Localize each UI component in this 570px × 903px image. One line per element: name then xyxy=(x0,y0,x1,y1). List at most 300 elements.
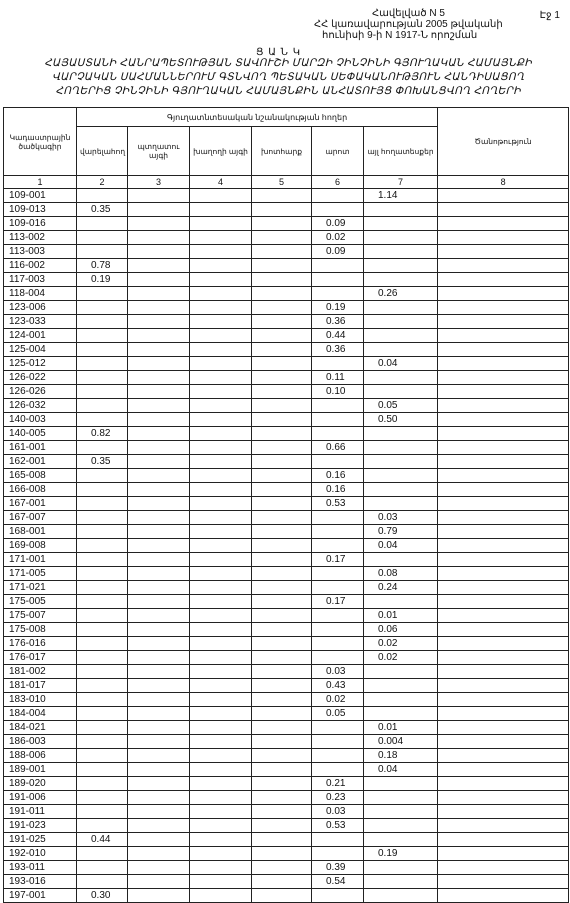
area-cell xyxy=(190,889,252,903)
area-cell: 0.03 xyxy=(312,805,364,819)
table-row xyxy=(4,525,569,539)
area-cell xyxy=(190,791,252,805)
area-cell xyxy=(252,189,312,203)
area-cell xyxy=(438,231,569,245)
area-cell xyxy=(364,707,438,721)
area-cell xyxy=(77,539,128,553)
area-cell xyxy=(438,525,569,539)
area-cell xyxy=(312,539,364,553)
area-cell xyxy=(252,693,312,707)
table-row xyxy=(4,343,569,357)
area-cell xyxy=(128,553,190,567)
table-row xyxy=(4,637,569,651)
cadastral-code-cell: 191-011 xyxy=(4,805,77,819)
area-cell xyxy=(438,889,569,903)
area-cell xyxy=(128,385,190,399)
cadastral-code-cell: 161-001 xyxy=(4,441,77,455)
area-cell xyxy=(77,567,128,581)
table-row xyxy=(4,651,569,665)
area-cell xyxy=(128,427,190,441)
table-row xyxy=(4,679,569,693)
area-cell xyxy=(128,721,190,735)
area-cell xyxy=(312,413,364,427)
area-cell xyxy=(128,441,190,455)
area-cell xyxy=(128,189,190,203)
area-cell xyxy=(252,581,312,595)
area-cell xyxy=(128,245,190,259)
area-cell xyxy=(252,441,312,455)
area-cell xyxy=(438,497,569,511)
area-cell xyxy=(252,413,312,427)
area-cell xyxy=(438,553,569,567)
area-cell xyxy=(252,399,312,413)
area-cell xyxy=(312,623,364,637)
area-cell xyxy=(364,385,438,399)
cadastral-code-cell: 171-021 xyxy=(4,581,77,595)
area-cell xyxy=(438,581,569,595)
area-cell xyxy=(438,469,569,483)
area-cell xyxy=(312,609,364,623)
area-cell xyxy=(438,539,569,553)
area-cell xyxy=(252,343,312,357)
area-cell xyxy=(312,203,364,217)
area-cell xyxy=(77,343,128,357)
area-cell xyxy=(312,287,364,301)
area-cell xyxy=(364,441,438,455)
area-cell xyxy=(190,679,252,693)
area-cell: 0.03 xyxy=(312,665,364,679)
area-cell xyxy=(190,763,252,777)
area-cell xyxy=(77,413,128,427)
cadastral-code-cell: 126-032 xyxy=(4,399,77,413)
area-cell: 0.17 xyxy=(312,553,364,567)
area-cell xyxy=(128,651,190,665)
area-cell xyxy=(128,819,190,833)
cadastral-code-cell: 109-001 xyxy=(4,189,77,203)
cadastral-code-cell: 167-001 xyxy=(4,497,77,511)
area-cell: 0.35 xyxy=(77,455,128,469)
area-cell xyxy=(364,217,438,231)
area-cell: 0.18 xyxy=(364,749,438,763)
area-cell xyxy=(252,245,312,259)
area-cell xyxy=(128,875,190,889)
area-cell xyxy=(252,819,312,833)
area-cell xyxy=(252,889,312,903)
area-cell xyxy=(128,413,190,427)
area-cell: 0.19 xyxy=(77,273,128,287)
cadastral-code-cell: 191-023 xyxy=(4,819,77,833)
area-cell xyxy=(312,511,364,525)
area-cell xyxy=(77,875,128,889)
cadastral-code-cell: 109-013 xyxy=(4,203,77,217)
cadastral-code-cell: 125-012 xyxy=(4,357,77,371)
area-cell xyxy=(128,483,190,497)
area-cell xyxy=(312,721,364,735)
cadastral-code-cell: 140-003 xyxy=(4,413,77,427)
area-cell xyxy=(252,315,312,329)
area-cell xyxy=(77,329,128,343)
heading-line-1: ՀԱՅԱՍՏԱՆԻ ՀԱՆՐԱՊԵՏՈՒԹՅԱՆ ՏԱՎՈՒՇԻ ՄԱՐԶԻ ՉԻՆՉԻՆԻ ԳՅՈՒՂԱԿԱՆ ՀԱՄԱՅՆՔԻ xyxy=(44,57,532,69)
area-cell xyxy=(128,623,190,637)
area-cell xyxy=(252,679,312,693)
page-number: Էջ 1 xyxy=(539,10,560,21)
table-row xyxy=(4,581,569,595)
area-cell xyxy=(252,735,312,749)
area-cell xyxy=(77,189,128,203)
area-cell xyxy=(128,357,190,371)
area-cell xyxy=(312,637,364,651)
area-cell xyxy=(364,483,438,497)
table-row xyxy=(4,539,569,553)
area-cell xyxy=(252,329,312,343)
area-cell xyxy=(77,749,128,763)
cadastral-code-cell: 118-004 xyxy=(4,287,77,301)
area-cell: 0.19 xyxy=(312,301,364,315)
area-cell xyxy=(190,847,252,861)
area-cell: 0.05 xyxy=(312,707,364,721)
table-row xyxy=(4,301,569,315)
area-cell: 0.11 xyxy=(312,371,364,385)
area-cell xyxy=(128,539,190,553)
table-row xyxy=(4,595,569,609)
area-cell xyxy=(364,203,438,217)
table-row xyxy=(4,427,569,441)
area-cell: 0.04 xyxy=(364,763,438,777)
area-cell xyxy=(77,553,128,567)
column-number: 6 xyxy=(312,176,364,189)
area-cell xyxy=(438,189,569,203)
area-cell: 1.14 xyxy=(364,189,438,203)
cadastral-code-cell: 113-003 xyxy=(4,245,77,259)
area-cell xyxy=(190,777,252,791)
area-cell xyxy=(128,833,190,847)
area-cell xyxy=(77,581,128,595)
area-cell xyxy=(128,231,190,245)
area-cell xyxy=(438,721,569,735)
area-cell xyxy=(128,777,190,791)
cadastral-code-cell: 123-033 xyxy=(4,315,77,329)
area-cell xyxy=(252,455,312,469)
area-cell xyxy=(364,595,438,609)
table-row xyxy=(4,735,569,749)
header-vineyard: խաղողի այգի xyxy=(190,127,252,176)
area-cell xyxy=(77,287,128,301)
table-row xyxy=(4,203,569,217)
cadastral-code-cell: 167-007 xyxy=(4,511,77,525)
area-cell xyxy=(190,259,252,273)
column-number: 7 xyxy=(364,176,438,189)
area-cell xyxy=(438,217,569,231)
cadastral-code-cell: 126-026 xyxy=(4,385,77,399)
area-cell xyxy=(438,609,569,623)
area-cell xyxy=(252,637,312,651)
area-cell xyxy=(364,315,438,329)
cadastral-code-cell: 168-001 xyxy=(4,525,77,539)
table-row xyxy=(4,231,569,245)
area-cell xyxy=(438,833,569,847)
area-cell: 0.44 xyxy=(77,833,128,847)
area-cell xyxy=(128,315,190,329)
area-cell xyxy=(252,525,312,539)
cadastral-code-cell: 175-008 xyxy=(4,623,77,637)
cadastral-code-cell: 165-008 xyxy=(4,469,77,483)
area-cell xyxy=(252,273,312,287)
table-row xyxy=(4,707,569,721)
area-cell xyxy=(364,875,438,889)
area-cell xyxy=(364,665,438,679)
area-cell xyxy=(438,777,569,791)
area-cell xyxy=(438,511,569,525)
area-cell: 0.50 xyxy=(364,413,438,427)
area-cell xyxy=(128,455,190,469)
area-cell xyxy=(128,791,190,805)
header-arable: վարելահող xyxy=(77,127,128,176)
table-row xyxy=(4,287,569,301)
area-cell xyxy=(364,455,438,469)
area-cell xyxy=(190,805,252,819)
area-cell xyxy=(364,371,438,385)
area-cell xyxy=(252,623,312,637)
area-cell xyxy=(128,861,190,875)
table-row xyxy=(4,665,569,679)
table-row xyxy=(4,777,569,791)
area-cell xyxy=(252,777,312,791)
area-cell xyxy=(252,301,312,315)
cadastral-code-cell: 171-005 xyxy=(4,567,77,581)
area-cell xyxy=(438,805,569,819)
area-cell xyxy=(190,735,252,749)
area-cell xyxy=(312,525,364,539)
area-cell xyxy=(364,497,438,511)
area-cell xyxy=(364,245,438,259)
cadastral-code-cell: 171-001 xyxy=(4,553,77,567)
table-row xyxy=(4,329,569,343)
area-cell: 0.54 xyxy=(312,875,364,889)
area-cell xyxy=(190,357,252,371)
area-cell xyxy=(190,875,252,889)
column-number: 1 xyxy=(4,176,77,189)
area-cell: 0.23 xyxy=(312,791,364,805)
area-cell xyxy=(77,623,128,637)
area-cell xyxy=(128,581,190,595)
area-cell: 0.43 xyxy=(312,679,364,693)
table-row xyxy=(4,441,569,455)
cadastral-code-cell: 191-006 xyxy=(4,791,77,805)
area-cell xyxy=(128,469,190,483)
area-cell xyxy=(128,343,190,357)
area-cell xyxy=(312,651,364,665)
area-cell xyxy=(77,763,128,777)
area-cell xyxy=(252,203,312,217)
area-cell xyxy=(128,693,190,707)
table-row xyxy=(4,371,569,385)
area-cell: 0.09 xyxy=(312,245,364,259)
area-cell xyxy=(252,721,312,735)
area-cell xyxy=(312,259,364,273)
area-cell xyxy=(252,665,312,679)
area-cell xyxy=(190,329,252,343)
area-cell xyxy=(252,707,312,721)
cadastral-code-cell: 166-008 xyxy=(4,483,77,497)
area-cell xyxy=(252,357,312,371)
area-cell xyxy=(190,385,252,399)
area-cell xyxy=(364,861,438,875)
table-row xyxy=(4,511,569,525)
area-cell xyxy=(190,693,252,707)
cadastral-code-cell: 176-017 xyxy=(4,651,77,665)
area-cell xyxy=(128,609,190,623)
area-cell xyxy=(438,427,569,441)
cadastral-code-cell: 124-001 xyxy=(4,329,77,343)
area-cell xyxy=(364,805,438,819)
area-cell xyxy=(252,217,312,231)
area-cell: 0.06 xyxy=(364,623,438,637)
area-cell xyxy=(128,511,190,525)
column-number: 4 xyxy=(190,176,252,189)
area-cell: 0.19 xyxy=(364,847,438,861)
area-cell xyxy=(190,609,252,623)
table-row xyxy=(4,763,569,777)
area-cell xyxy=(77,805,128,819)
area-cell: 0.30 xyxy=(77,889,128,903)
area-cell xyxy=(438,273,569,287)
cadastral-code-cell: 140-005 xyxy=(4,427,77,441)
area-cell xyxy=(438,441,569,455)
cadastral-code-cell: 123-006 xyxy=(4,301,77,315)
area-cell xyxy=(438,665,569,679)
area-cell xyxy=(312,427,364,441)
area-cell xyxy=(77,231,128,245)
area-cell xyxy=(364,777,438,791)
table-row xyxy=(4,413,569,427)
cadastral-code-cell: 113-002 xyxy=(4,231,77,245)
area-cell xyxy=(364,259,438,273)
table-row xyxy=(4,567,569,581)
area-cell xyxy=(190,427,252,441)
annex-block xyxy=(314,8,542,41)
area-cell xyxy=(128,637,190,651)
area-cell: 0.82 xyxy=(77,427,128,441)
area-cell xyxy=(77,707,128,721)
area-cell: 0.03 xyxy=(364,511,438,525)
area-cell xyxy=(252,875,312,889)
annex-line-2: ՀՀ կառավարության 2005 թվականի xyxy=(314,19,503,30)
area-cell xyxy=(77,245,128,259)
area-cell xyxy=(312,567,364,581)
area-cell xyxy=(312,889,364,903)
area-cell xyxy=(77,861,128,875)
area-cell xyxy=(77,609,128,623)
area-cell xyxy=(190,539,252,553)
area-cell xyxy=(312,581,364,595)
area-cell xyxy=(312,833,364,847)
area-cell: 0.02 xyxy=(364,651,438,665)
cadastral-code-cell: 193-016 xyxy=(4,875,77,889)
annex-line-1: Հավելված N 5 xyxy=(372,8,445,19)
area-cell xyxy=(438,329,569,343)
area-cell xyxy=(312,455,364,469)
area-cell xyxy=(190,833,252,847)
area-cell: 0.09 xyxy=(312,217,364,231)
area-cell xyxy=(128,665,190,679)
cadastral-code-cell: 186-003 xyxy=(4,735,77,749)
column-number: 3 xyxy=(128,176,190,189)
table-row xyxy=(4,805,569,819)
area-cell xyxy=(190,287,252,301)
area-cell xyxy=(438,385,569,399)
area-cell xyxy=(438,763,569,777)
area-cell xyxy=(128,595,190,609)
area-cell xyxy=(438,847,569,861)
area-cell xyxy=(77,679,128,693)
area-cell: 0.10 xyxy=(312,385,364,399)
area-cell: 0.16 xyxy=(312,469,364,483)
area-cell xyxy=(252,805,312,819)
area-cell xyxy=(438,875,569,889)
area-cell xyxy=(312,189,364,203)
table-row xyxy=(4,623,569,637)
area-cell xyxy=(190,553,252,567)
area-cell xyxy=(438,371,569,385)
area-cell xyxy=(190,455,252,469)
cadastral-code-cell: 125-004 xyxy=(4,343,77,357)
area-cell xyxy=(364,343,438,357)
area-cell xyxy=(128,679,190,693)
area-cell xyxy=(364,819,438,833)
area-cell xyxy=(252,511,312,525)
area-cell xyxy=(252,609,312,623)
area-cell xyxy=(77,385,128,399)
heading-line-3: ՀՈՂԵՐԻՑ ՉԻՆՉԻՆԻ ԳՅՈՒՂԱԿԱՆ ՀԱՄԱՅՆՔԻՆ ԱՆՀԱՏՈՒՅՑ ՓՈԽԱՆՑՎՈՂ ՀՈՂԵՐԻ xyxy=(55,85,521,97)
area-cell: 0.79 xyxy=(364,525,438,539)
area-cell xyxy=(252,385,312,399)
table-row xyxy=(4,819,569,833)
area-cell: 0.53 xyxy=(312,497,364,511)
table-row xyxy=(4,791,569,805)
area-cell xyxy=(128,301,190,315)
area-cell xyxy=(190,371,252,385)
cadastral-code-cell: 183-010 xyxy=(4,693,77,707)
table-row xyxy=(4,749,569,763)
area-cell xyxy=(312,763,364,777)
area-cell xyxy=(128,735,190,749)
area-cell xyxy=(190,203,252,217)
area-cell xyxy=(252,553,312,567)
table-body xyxy=(4,189,569,903)
area-cell xyxy=(438,861,569,875)
area-cell xyxy=(438,287,569,301)
area-cell xyxy=(128,707,190,721)
area-cell xyxy=(128,567,190,581)
table-row xyxy=(4,469,569,483)
area-cell xyxy=(190,623,252,637)
area-cell xyxy=(364,469,438,483)
area-cell xyxy=(77,651,128,665)
area-cell: 0.35 xyxy=(77,203,128,217)
table-row xyxy=(4,693,569,707)
area-cell: 0.04 xyxy=(364,539,438,553)
area-cell xyxy=(77,819,128,833)
cadastral-code-cell: 109-016 xyxy=(4,217,77,231)
area-cell xyxy=(438,595,569,609)
area-cell xyxy=(190,665,252,679)
table-row xyxy=(4,217,569,231)
area-cell xyxy=(190,567,252,581)
area-cell xyxy=(438,819,569,833)
area-cell xyxy=(252,287,312,301)
cadastral-code-cell: 169-008 xyxy=(4,539,77,553)
area-cell: 0.36 xyxy=(312,315,364,329)
